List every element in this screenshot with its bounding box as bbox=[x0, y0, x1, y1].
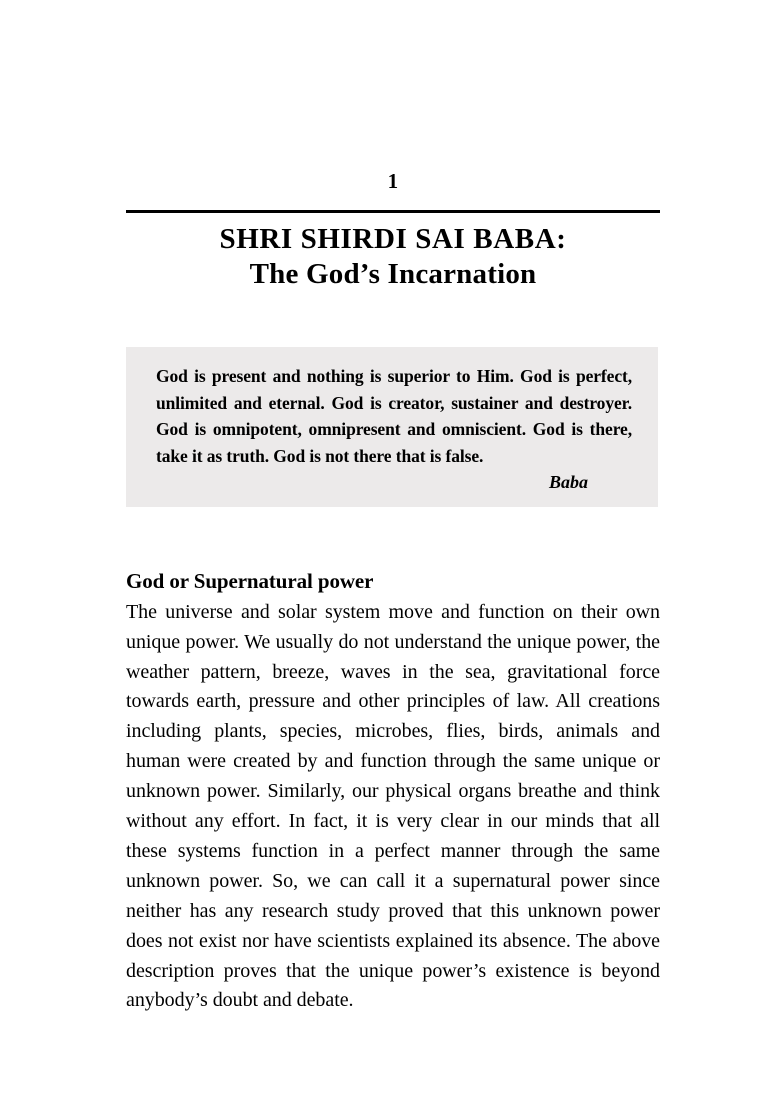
epigraph-quote: God is present and nothing is superior to Him. God is perfect, unlimited and eternal. God is creator, sustainer and destroyer. God is omnipotent, omnipresent and omniscient. God is there, take it as truth. God is not there that is false. bbox=[156, 366, 632, 467]
section-heading: God or Supernatural power bbox=[126, 568, 374, 593]
chapter-title-line-2: The God’s Incarnation bbox=[249, 257, 537, 290]
chapter-number: 1 bbox=[387, 169, 399, 193]
chapter-title bbox=[126, 223, 660, 291]
epigraph-attribution: Baba bbox=[548, 471, 588, 492]
chapter-divider-rule bbox=[126, 210, 660, 213]
epigraph-box bbox=[126, 347, 658, 506]
body-paragraph: The universe and solar system move and function on their own unique power. We usually do not understand the unique power, the weather pattern, breeze, waves in the sea, gravitational force towards earth, pressure and other principles of law. All creations including plants, species, microbes, flies, birds, animals and human were created by and function through the same unique or unknown power. Similarly, our physical organs breathe and think without any effort. In fact, it is very clear in our minds that all these systems function in a perfect manner through the same unknown power. So, we can call it a supernatural power since neither has any research study proved that this unknown power does not exist nor have scientists explained its absence. The above description proves that the unique power’s existence is beyond anybody’s doubt and debate. bbox=[126, 600, 660, 1012]
chapter-title-line-1: SHRI SHIRDI SAI BABA: bbox=[219, 223, 567, 255]
page-content-column bbox=[126, 0, 660, 1016]
